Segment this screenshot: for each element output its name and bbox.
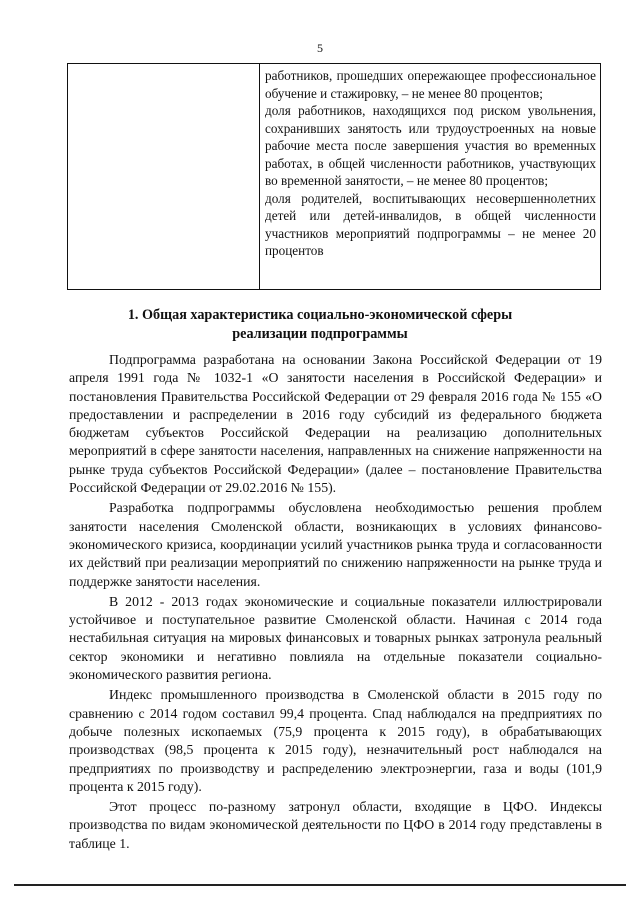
section-heading <box>60 306 580 344</box>
page-number: 5 <box>317 41 323 55</box>
bottom-rule <box>14 884 626 886</box>
paragraph: Этот процесс по-разному затронул области, входящие в ЦФО. Индексы производства по видам экономической деятельности по ЦФО в 2014 году представлены в таблице 1. <box>69 799 602 851</box>
table-right-cell <box>265 67 596 260</box>
paragraph: Подпрограмма разработана на основании Закона Российской Федерации от 19 апреля 1991 года № 1032-1 «О занятости населения в Российской Федерации» и постановления Правительства Российской Федерации от 29 февраля 2016 года № 155 «О предоставлении и распределении в 2016 году субсидий из федерального бюджета бюджетам субъектов Российской Федерации на реализацию дополнительных мероприятий в сфере занятости населения, направленных на снижение напряженности на рынке труда субъектов Российской Федерации» (далее – постановление Правительства Российской Федерации от 29.02.2016 № 155). <box>69 352 602 496</box>
table-left-cell <box>68 64 260 289</box>
heading-line-2: реализации подпрограммы <box>232 326 408 342</box>
table-line: доля родителей, воспитывающих несовершеннолетних детей или детей-инвалидов, в общей численности участников мероприятий подпрограммы – не менее 20 процентов <box>265 190 596 259</box>
table-line: доля работников, находящихся под риском увольнения, сохранивших занятость или трудоустроенных на новые рабочие места после завершения участия во временных работах, в общей численности работников, участвующих во временной занятости, – не менее 80 процентов; <box>265 103 596 189</box>
paragraph: Разработка подпрограммы обусловлена необходимостью решения проблем занятости населения Смоленской области, возникающих в условиях финансово-экономического кризиса, координации усилий участников рынка труда и согласованности их действий при реализации мероприятий по снижению напряженности на рынке труда и поддержке занятости населения. <box>69 500 602 589</box>
paragraph: Индекс промышленного производства в Смоленской области в 2015 году по сравнению с 2014 годом составил 99,4 процента. Спад наблюдался на предприятиях по добыче полезных ископаемых (75,9 процента к 2015 году), в обрабатывающих производствах (98,5 процента к 2015 году), незначительный рост наблюдался на предприятиях по производству и распределению электроэнергии, газа и воды (101,9 процента к 2015 году). <box>69 687 602 794</box>
heading-line-1: 1. Общая характеристика социально-экономической сферы <box>127 307 513 323</box>
table-line: работников, прошедших опережающее профессиональное обучение и стажировку, – не менее 80 процентов; <box>265 68 596 101</box>
body-text <box>69 351 602 853</box>
indicators-table <box>67 63 601 290</box>
paragraph: В 2012 - 2013 годах экономические и социальные показатели иллюстрировали устойчивое и поступательное развитие Смоленской области. Начиная с 2014 года нестабильная ситуация на мировых финансовых и товарных рынках затронула реальный сектор экономики и негативно повлияла на отдельные показатели социально-экономического развития региона. <box>69 593 602 683</box>
